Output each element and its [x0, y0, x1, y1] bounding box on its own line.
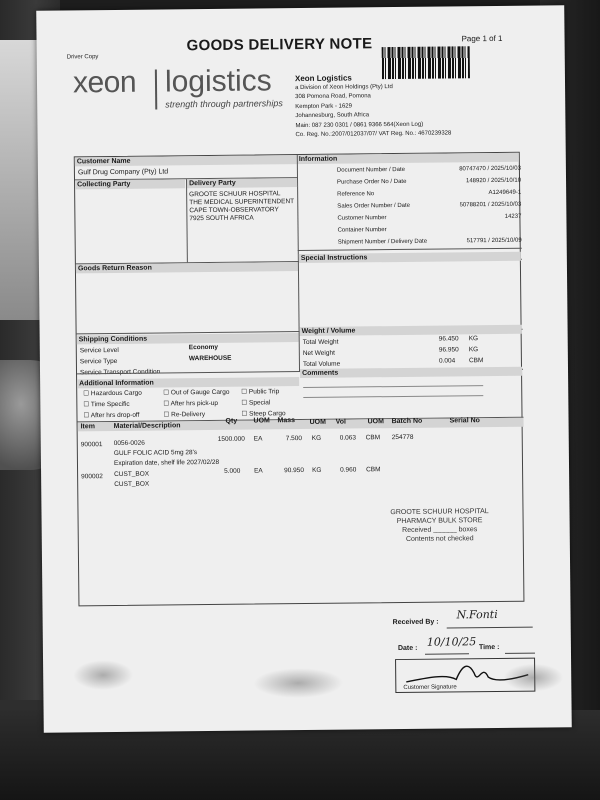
shipping-label: Service Type — [79, 357, 118, 366]
option-label: Special — [248, 399, 271, 407]
material-desc: GULF FOLIC ACID 5mg 28's — [113, 449, 198, 457]
received-by-label: Received By : — [392, 618, 439, 627]
info-row — [338, 226, 522, 234]
company-line: Kempton Park - 1629 — [295, 102, 352, 110]
mass: 90.950 — [284, 467, 304, 475]
signature-label: Customer Signature — [403, 684, 457, 691]
checkbox-option[interactable]: ☐ Public Trip — [241, 388, 280, 396]
logo-divider — [155, 70, 157, 110]
checkbox-option[interactable]: ☐ Steep Cargo — [241, 410, 286, 418]
col-header: UOM — [253, 417, 270, 425]
option-label: Out of Gauge Cargo — [170, 388, 230, 397]
delivery-line: CAPE TOWN-OBSERVATORY — [189, 206, 279, 215]
weight-value: 0.004 — [438, 357, 456, 365]
company-line: Main: 087 230 0301 / 0861 9366 564(Xeon Log) — [295, 121, 424, 129]
option-label: Re-Delivery — [171, 411, 206, 419]
info-value: 14237 — [504, 213, 522, 220]
logo-word: logistics — [164, 64, 272, 99]
page-indicator: Page 1 of 1 — [461, 33, 503, 44]
shipping-label: Service Level — [79, 346, 119, 355]
checkbox-option[interactable]: ☐ After hrs pick-up — [163, 399, 219, 408]
option-label: Hazardous Cargo — [90, 389, 142, 398]
checkbox-option[interactable]: ☐ Re-Delivery — [163, 411, 206, 419]
print-smudge — [253, 668, 343, 699]
info-value: 517791 / 2025/10/09 — [466, 237, 522, 245]
weight-unit: CBM — [468, 357, 484, 365]
info-label: Document Number / Date — [336, 166, 405, 174]
weight-value: 96.950 — [438, 346, 459, 354]
info-label: Customer Number — [337, 215, 387, 222]
company-line: Johannesburg, South Africa — [295, 112, 370, 120]
delivery-note-paper — [36, 5, 572, 732]
print-smudge — [503, 663, 563, 692]
vol: 0.960 — [340, 466, 357, 474]
date-label: Date : — [397, 644, 418, 653]
mass: 7.500 — [285, 435, 303, 443]
print-smudge — [73, 660, 133, 691]
delivery-party-address — [189, 190, 294, 223]
info-label: Purchase Order No / Date — [337, 178, 407, 186]
weight-unit: KG — [468, 335, 479, 343]
shipping-value: WAREHOUSE — [188, 354, 232, 363]
received-by-value: N.Fonti — [456, 607, 498, 622]
option-label: After hrs drop-off — [90, 411, 140, 420]
weight-unit: KG — [468, 346, 479, 354]
col-header: Item — [80, 423, 96, 431]
information-header: Information — [297, 153, 519, 164]
weight-value: 96.450 — [438, 335, 459, 343]
checkbox-option[interactable]: ☐ Special — [241, 399, 271, 407]
mass-uom: KG — [311, 434, 322, 442]
info-row — [337, 214, 521, 222]
col-header: Serial No — [449, 417, 480, 425]
comments-header: Comments — [300, 367, 522, 378]
weight-label: Total Volume — [302, 360, 341, 369]
info-value: A1249649-1 — [488, 189, 522, 197]
info-value: 80747470 / 2025/10/03 — [459, 165, 521, 173]
info-label: Container Number — [337, 227, 387, 234]
shipping-value: Economy — [188, 343, 219, 352]
col-header: Batch No — [391, 417, 423, 426]
stamp-line: Received ______ boxes — [402, 526, 478, 534]
shipping-conditions-header: Shipping Conditions — [77, 333, 299, 344]
info-value: 50788201 / 2025/10/03 — [459, 201, 522, 209]
vol-uom: CBM — [365, 434, 381, 442]
stamp-line: Contents not checked — [405, 535, 474, 543]
qty: 1500.000 — [217, 435, 245, 443]
company-line: Co. Reg. No.:2007/012037/07/ VAT Reg. No.: 4670239328 — [295, 130, 452, 139]
time-label: Time : — [478, 643, 500, 652]
info-label: Shipment Number / Delivery Date — [337, 238, 428, 246]
col-header: Mass — [277, 417, 296, 425]
hospital-stamp — [374, 507, 504, 544]
col-header: Qty — [225, 417, 238, 425]
info-row — [337, 202, 521, 210]
checkbox-option[interactable]: ☐ After hrs drop-off — [83, 411, 140, 420]
batch-no: 254778 — [391, 433, 414, 442]
received-by-line — [447, 627, 533, 629]
logo-tagline: strength through partnerships — [165, 98, 283, 110]
company-line: a Division of Xeon Holdings (Pty) Ltd — [295, 83, 393, 91]
stamp-line: PHARMACY BULK STORE — [396, 517, 483, 526]
option-label: After hrs pick-up — [170, 399, 219, 408]
delivery-party-header: Delivery Party — [187, 178, 297, 188]
option-label: Public Trip — [248, 388, 280, 396]
option-label: Steep Cargo — [249, 410, 286, 418]
info-label: Sales Order Number / Date — [337, 202, 411, 210]
customer-name-header: Customer Name — [75, 155, 297, 166]
driver-copy-label: Driver Copy — [66, 54, 99, 61]
weight-volume-header: Weight / Volume — [300, 325, 522, 336]
item-number: 900001 — [80, 441, 103, 449]
time-line — [505, 653, 535, 654]
weight-label: Net Weight — [302, 349, 335, 358]
checkbox-option[interactable]: ☐ Hazardous Cargo — [83, 389, 142, 398]
info-row — [337, 190, 521, 198]
collecting-party-header: Collecting Party — [75, 179, 185, 189]
info-row — [338, 238, 522, 246]
form-frame — [74, 152, 525, 607]
special-instructions-header: Special Instructions — [299, 252, 521, 263]
delivery-line: GROOTE SCHUUR HOSPITAL — [189, 190, 281, 199]
material-desc: CUST_BOX — [114, 480, 150, 488]
goods-return-header: Goods Return Reason — [76, 262, 298, 273]
date-line — [425, 653, 469, 654]
info-row — [337, 178, 521, 186]
material-code: 0056-0026 — [113, 439, 145, 447]
document-title: GOODS DELIVERY NOTE — [186, 35, 373, 55]
delivery-line: THE MEDICAL SUPERINTENDENT — [189, 198, 295, 207]
info-label: Reference No — [337, 191, 375, 198]
vol: 0.063 — [339, 434, 357, 442]
company-address — [295, 72, 451, 140]
checkbox-option[interactable]: ☐ Time Specific — [83, 400, 130, 409]
qty: 5.000 — [224, 467, 241, 475]
item-number: 900002 — [81, 473, 103, 481]
vol-uom: CBM — [366, 466, 381, 474]
delivery-line: 7925 SOUTH AFRICA — [189, 214, 254, 223]
col-header: Vol — [335, 418, 346, 426]
company-name: Xeon Logistics — [294, 73, 352, 84]
date-value: 10/10/25 — [426, 635, 477, 649]
checkbox-option[interactable]: ☐ Out of Gauge Cargo — [163, 388, 230, 397]
uom: EA — [253, 435, 263, 443]
additional-info-header: Additional Information — [77, 377, 299, 388]
logo-brand: xeon — [72, 65, 137, 100]
material-desc: Expiration date, shelf life 2027/02/28 — [113, 458, 220, 467]
weight-label: Total Weight — [302, 338, 339, 347]
col-header: UOM — [309, 418, 326, 426]
company-line: 308 Pomona Road, Pomona — [295, 93, 371, 101]
info-value: 148920 / 2025/10/10 — [465, 177, 522, 185]
material-code: CUST_BOX — [114, 470, 150, 478]
info-row — [337, 166, 521, 174]
customer-name-value: Gulf Drug Company (Pty) Ltd — [77, 168, 169, 177]
uom: EA — [254, 467, 263, 475]
col-header: UOM — [367, 418, 384, 426]
mass-uom: KG — [312, 466, 322, 474]
stamp-line: GROOTE SCHUUR HOSPITAL — [390, 508, 489, 517]
option-label: Time Specific — [90, 400, 130, 409]
col-header: Material/Description — [113, 422, 181, 430]
